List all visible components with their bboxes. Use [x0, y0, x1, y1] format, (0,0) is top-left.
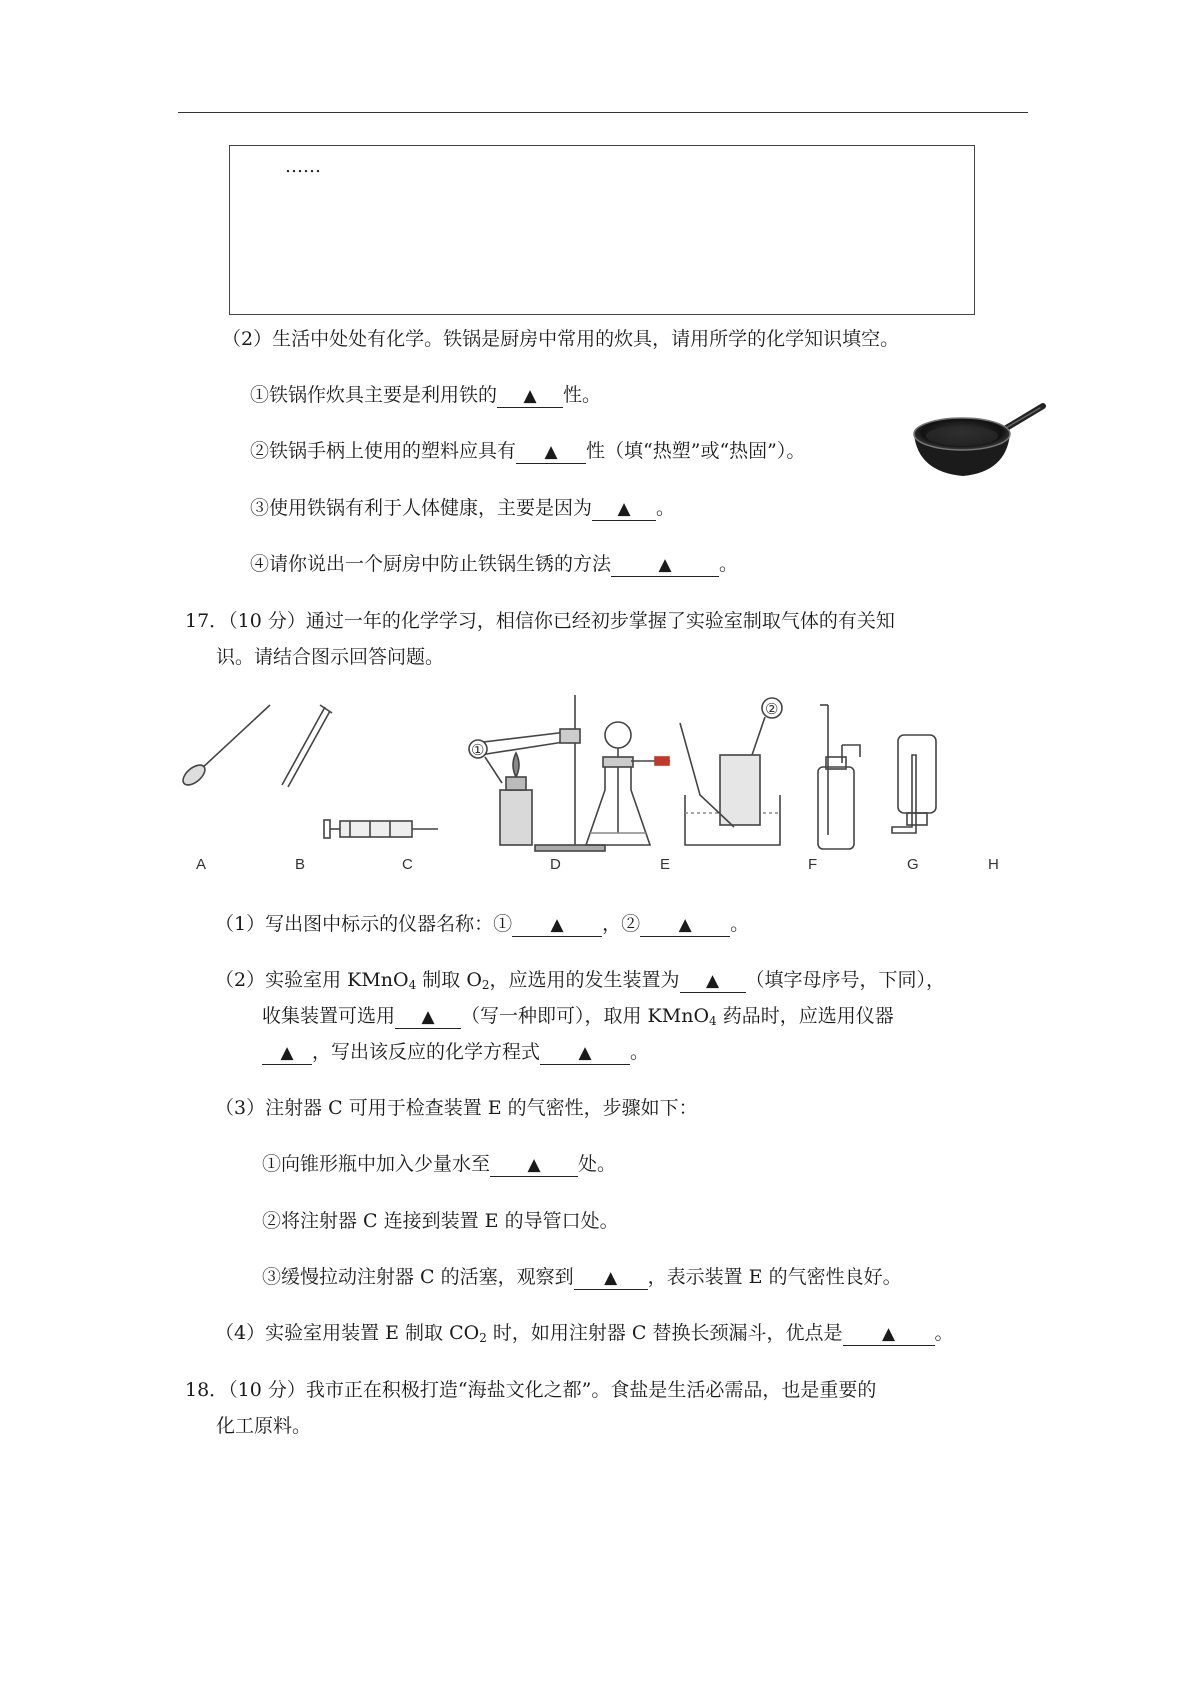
q17-part3-text: ③缓慢拉动注射器 C 的活塞，观察到 — [262, 1266, 574, 1288]
blank-mark: ▲ — [421, 1007, 435, 1027]
q16-item3 — [250, 495, 675, 521]
q16-item2-text: ②铁锅手柄上使用的塑料应具有 — [250, 440, 517, 462]
q17-part2-text: ，应选用的发生装置为 — [489, 969, 680, 991]
q17-part4-text: （4）实验室用装置 E 制取 CO — [215, 1322, 480, 1344]
apparatus-label: A — [196, 856, 207, 873]
q17-part3-step1 — [262, 1151, 616, 1177]
apparatus-c-syringe — [324, 820, 438, 838]
q17-part2-line2 — [262, 1003, 894, 1034]
q17-part3-text: ①向锥形瓶中加入少量水至 — [262, 1153, 491, 1175]
apparatus-label: G — [907, 856, 919, 873]
apparatus-a-spoon — [180, 705, 270, 789]
answer-blank[interactable] — [540, 1041, 630, 1065]
q16-item3-suffix: 。 — [656, 497, 676, 519]
q17-part2-text: 收集装置可选用 — [262, 1005, 396, 1027]
apparatus-label: H — [988, 856, 999, 873]
q17-part2-text: （2）实验室用 KMnO — [215, 969, 409, 991]
q17-part4-suffix: 。 — [934, 1322, 954, 1344]
apparatus-f-water-collection — [680, 698, 782, 845]
subscript: 4 — [709, 1014, 717, 1028]
q16-item1 — [250, 382, 601, 408]
apparatus-label: F — [808, 856, 818, 873]
apparatus-label: D — [550, 856, 561, 873]
q17-part2-text: （填字母序号，下同）， — [745, 969, 946, 991]
q17-part3-text: 处。 — [578, 1153, 617, 1175]
blank-mark: ▲ — [550, 915, 564, 935]
q18-line2: 化工原料。 — [216, 1415, 312, 1437]
blank-mark: ▲ — [678, 915, 692, 935]
answer-blank[interactable] — [512, 913, 602, 937]
q17-part2-line3 — [262, 1039, 649, 1065]
q16-item2-suffix: 性（填“热塑”或“热固”）。 — [586, 440, 806, 462]
wok-image — [908, 400, 1048, 490]
apparatus-label: E — [660, 856, 671, 873]
apparatus-figure — [180, 695, 1030, 875]
answer-blank[interactable] — [395, 1005, 461, 1029]
apparatus-b-tweezers — [282, 705, 332, 787]
q17-part3-intro: （3）注射器 C 可用于检查装置 E 的气密性，步骤如下： — [215, 1097, 698, 1119]
blank-mark: ▲ — [881, 1324, 896, 1344]
q18-line1: 18．（10 分）我市正在积极打造“海盐文化之都”。食盐是生活必需品，也是重要的 — [185, 1379, 877, 1401]
q16-item1-suffix: 性。 — [563, 384, 602, 406]
answer-blank[interactable] — [640, 913, 730, 937]
q17-part2-line1 — [215, 967, 945, 998]
q16-item3-text: ③使用铁锅有利于人体健康，主要是因为 — [250, 497, 593, 519]
answer-box — [229, 145, 975, 315]
subscript: 4 — [408, 978, 417, 992]
q17-part3-step3 — [262, 1264, 902, 1290]
blank-mark: ▲ — [578, 1043, 592, 1063]
blank-mark: ▲ — [617, 499, 631, 519]
q17-part2-text: （写一种即可），取用 KMnO — [461, 1005, 710, 1027]
q17-header-line2: 识。请结合图示回答问题。 — [216, 646, 445, 668]
apparatus-e-generator — [586, 722, 670, 845]
q17-part3-text: ，表示装置 E 的气密性良好。 — [647, 1266, 902, 1288]
answer-blank[interactable] — [611, 553, 719, 577]
box-ellipsis: …… — [285, 156, 321, 177]
answer-blank[interactable] — [262, 1041, 312, 1065]
q17-part4 — [215, 1320, 954, 1351]
blank-mark: ▲ — [544, 442, 558, 462]
callout-1: ① — [471, 742, 485, 759]
blank-mark: ▲ — [280, 1043, 294, 1063]
blank-mark: ▲ — [604, 1268, 618, 1288]
callout-2: ② — [765, 701, 779, 718]
q16-item2 — [250, 438, 805, 464]
q17-part2-text: 。 — [630, 1041, 650, 1063]
answer-blank[interactable] — [680, 969, 746, 993]
q17-header-line1: 17．（10 分）通过一年的化学学习，相信你已经初步掌握了实验室制取气体的有关知 — [185, 610, 895, 632]
answer-blank[interactable] — [574, 1266, 648, 1290]
q16-part2-intro: （2）生活中处处有化学。铁锅是厨房中常用的炊具，请用所学的化学知识填空。 — [222, 328, 900, 350]
q16-item4-suffix: 。 — [719, 553, 739, 575]
subscript: 2 — [479, 1331, 487, 1345]
apparatus-label: B — [295, 856, 306, 873]
q17-part4-text: 时，如用注射器 C 替换长颈漏斗，优点是 — [486, 1322, 843, 1344]
apparatus-label: C — [402, 856, 413, 873]
answer-blank[interactable] — [497, 384, 563, 408]
q17-part1-text: （1）写出图中标示的仪器名称：① — [215, 913, 513, 935]
q17-part1 — [215, 911, 749, 937]
q17-part2-text: 制取 O — [416, 969, 482, 991]
apparatus-g-washing-bottle — [818, 705, 860, 849]
header-rule — [178, 112, 1028, 113]
q17-part2-text: ，写出该反应的化学方程式 — [312, 1041, 541, 1063]
answer-blank[interactable] — [843, 1322, 935, 1346]
blank-mark: ▲ — [706, 971, 720, 991]
q17-part3-step2: ②将注射器 C 连接到装置 E 的导管口处。 — [262, 1210, 619, 1232]
answer-blank[interactable] — [490, 1153, 578, 1177]
answer-blank[interactable] — [516, 440, 586, 464]
blank-mark: ▲ — [523, 386, 537, 406]
apparatus-d-heating-setup — [469, 695, 605, 851]
subscript: 2 — [481, 978, 490, 992]
q17-part2-text: 药品时，应选用仪器 — [716, 1005, 894, 1027]
apparatus-h-bottle — [892, 735, 936, 833]
answer-blank[interactable] — [592, 497, 656, 521]
q16-item4 — [250, 551, 738, 577]
blank-mark: ▲ — [658, 555, 672, 575]
q16-item1-text: ①铁锅作炊具主要是利用铁的 — [250, 384, 498, 406]
blank-mark: ▲ — [527, 1155, 541, 1175]
q16-item4-text: ④请你说出一个厨房中防止铁锅生锈的方法 — [250, 553, 612, 575]
q17-part1-suffix: 。 — [730, 913, 750, 935]
q17-part1-mid: ，② — [602, 913, 641, 935]
